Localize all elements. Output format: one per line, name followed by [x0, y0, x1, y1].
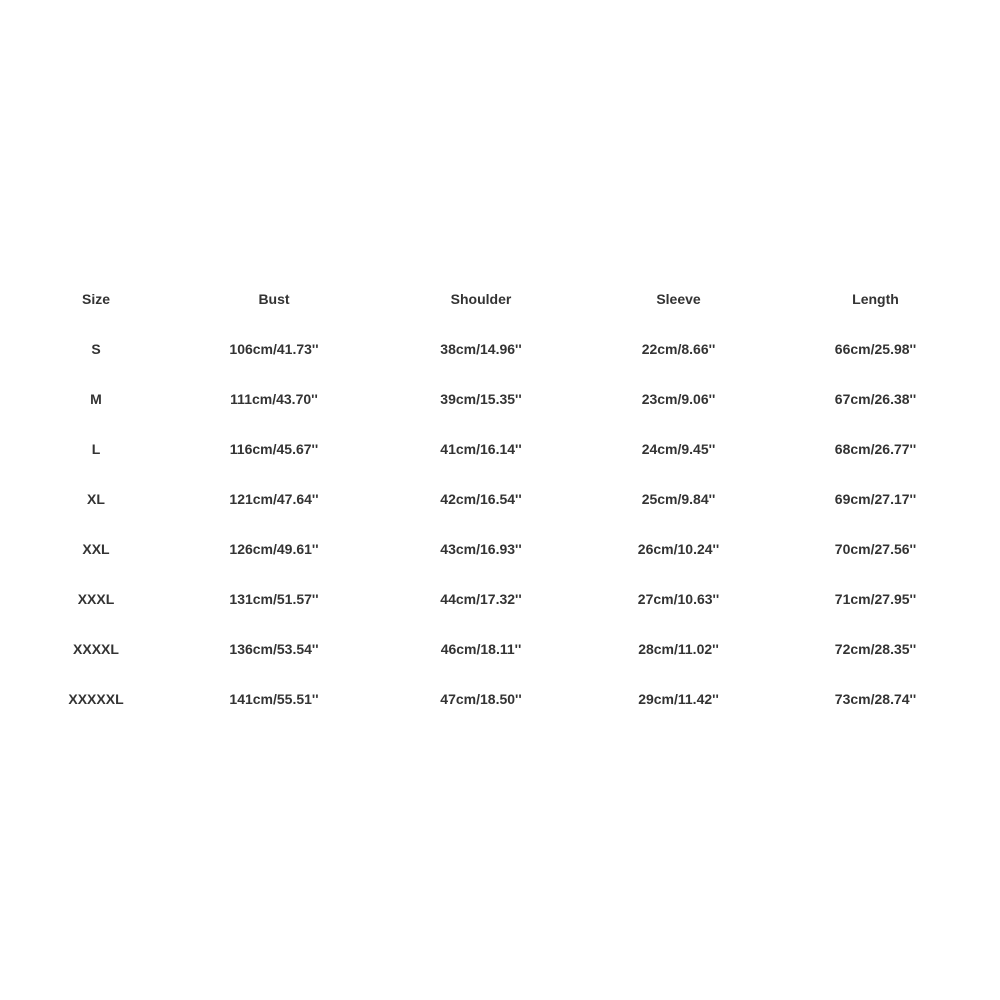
size-chart-header [0, 274, 1000, 324]
length-cell: 69cm/27.17'' [834, 491, 917, 507]
sleeve-cell: 22cm/8.66'' [641, 341, 716, 357]
sleeve-cell: 26cm/10.24'' [637, 541, 720, 557]
table-row [0, 424, 1000, 474]
table-row [0, 324, 1000, 374]
shoulder-cell: 43cm/16.93'' [440, 541, 522, 557]
sleeve-cell: 25cm/9.84'' [641, 491, 716, 507]
header-row [0, 274, 1000, 324]
bust-cell: 131cm/51.57'' [229, 591, 319, 607]
shoulder-cell: 38cm/14.96'' [440, 341, 522, 357]
length-cell: 72cm/28.35'' [834, 641, 917, 657]
sleeve-cell: 27cm/10.63'' [637, 591, 720, 607]
size-cell: XXXXXL [68, 691, 124, 707]
table-row [0, 624, 1000, 674]
sleeve-cell: 29cm/11.42'' [638, 691, 719, 707]
length-cell: 71cm/27.95'' [834, 591, 917, 607]
length-cell: 70cm/27.56'' [834, 541, 917, 557]
shoulder-cell: 42cm/16.54'' [440, 491, 522, 507]
header-size: Size [81, 291, 110, 307]
shoulder-cell: 41cm/16.14'' [440, 441, 522, 457]
shoulder-cell: 47cm/18.50'' [440, 691, 522, 707]
size-chart-table [0, 274, 1000, 724]
header-shoulder: Shoulder [450, 291, 512, 307]
length-cell: 67cm/26.38'' [834, 391, 917, 407]
sleeve-cell: 28cm/11.02'' [638, 641, 719, 657]
table-row [0, 524, 1000, 574]
shoulder-cell: 44cm/17.32'' [440, 591, 522, 607]
sleeve-cell: 23cm/9.06'' [641, 391, 716, 407]
bust-cell: 136cm/53.54'' [229, 641, 319, 657]
header-bust: Bust [258, 291, 290, 307]
size-cell: XL [87, 491, 105, 507]
table-row [0, 574, 1000, 624]
length-cell: 66cm/25.98'' [834, 341, 917, 357]
bust-cell: 116cm/45.67'' [229, 441, 319, 457]
table-row [0, 374, 1000, 424]
size-cell: S [91, 341, 101, 357]
shoulder-cell: 46cm/18.11'' [440, 641, 522, 657]
sleeve-cell: 24cm/9.45'' [641, 441, 716, 457]
size-cell: XXXL [77, 591, 115, 607]
length-cell: 68cm/26.77'' [834, 441, 917, 457]
bust-cell: 141cm/55.51'' [229, 691, 319, 707]
size-cell: XXL [82, 541, 110, 557]
bust-cell: 126cm/49.61'' [229, 541, 319, 557]
header-length: Length [852, 291, 899, 307]
table-row [0, 474, 1000, 524]
size-chart-body [0, 324, 1000, 724]
length-cell: 73cm/28.74'' [834, 691, 917, 707]
size-cell: XXXXL [73, 641, 119, 657]
size-cell: M [90, 391, 102, 407]
shoulder-cell: 39cm/15.35'' [440, 391, 522, 407]
size-cell: L [91, 441, 101, 457]
table-row [0, 674, 1000, 724]
bust-cell: 111cm/43.70'' [230, 391, 318, 407]
header-sleeve: Sleeve [656, 291, 701, 307]
bust-cell: 106cm/41.73'' [229, 341, 319, 357]
bust-cell: 121cm/47.64'' [229, 491, 319, 507]
